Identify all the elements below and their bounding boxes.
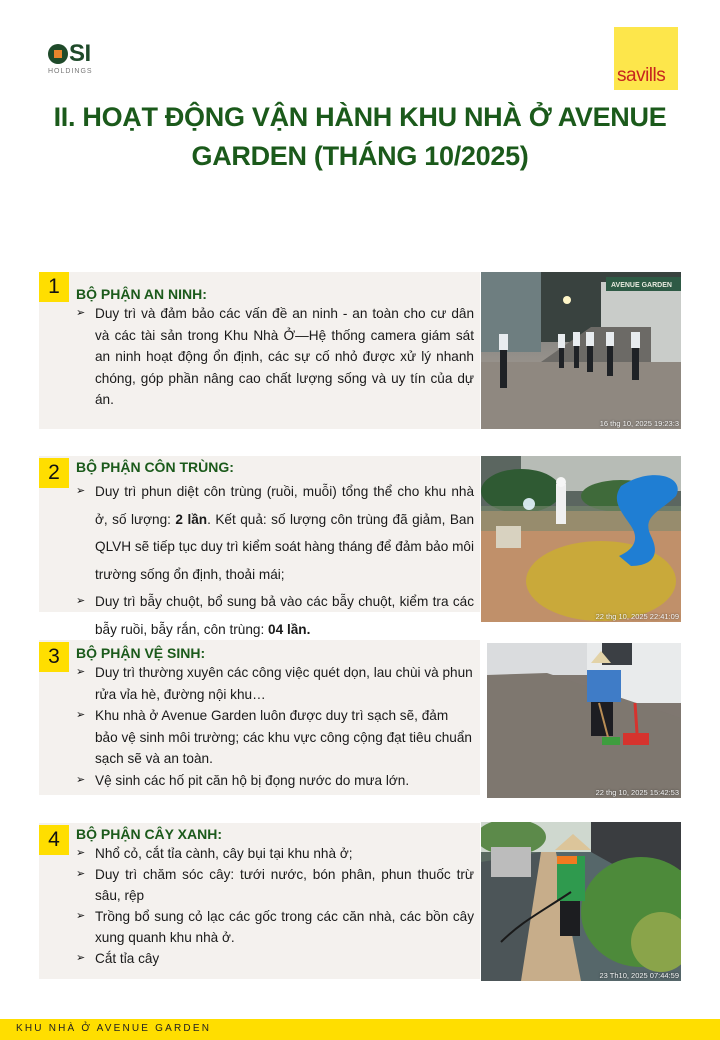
photo-timestamp: 16 thg 10, 2025 19:23:3: [599, 419, 679, 428]
section-pest-control: [39, 456, 480, 637]
photo-timestamp: 22 thg 10, 2025 15:42:53: [595, 788, 679, 797]
bullet-item: ➢ Duy trì thường xuyên các công việc quét dọn, lau chùi và phun rửa vỉa hè, đường nội khu…: [76, 662, 474, 705]
section-body: [76, 478, 474, 643]
section-heading: BỘ PHẬN VỆ SINH:: [76, 645, 206, 661]
osi-o-icon: [48, 44, 68, 64]
section-number-badge: 3: [39, 642, 69, 672]
bullet-item: ➢ Khu nhà ở Avenue Garden luôn được duy trì sạch sẽ, đảm bảo vệ sinh môi trường; các khu vực công cộng đạt tiêu chuẩn sạch sẽ và an toàn.: [76, 705, 474, 770]
section-body: [76, 843, 474, 969]
savills-logo-text: savills: [617, 65, 666, 86]
section-heading: BỘ PHẬN CÂY XANH:: [76, 826, 222, 842]
cleaning-scene-illustration: [487, 643, 681, 798]
footer-bar: [0, 1019, 720, 1040]
bullet-item: ➢ Vệ sinh các hố pit căn hộ bị đọng nước do mưa lớn.: [76, 770, 474, 792]
page-title: II. HOẠT ĐỘNG VẬN HÀNH KHU NHÀ Ở AVENUE GARDEN (THÁNG 10/2025): [53, 102, 667, 171]
photo-timestamp: 22 thg 10, 2025 22:41:09: [595, 612, 679, 621]
bullet-item: ➢ Cắt tỉa cây: [76, 948, 474, 969]
bullet-item: ➢ Nhổ cỏ, cắt tỉa cành, cây bụi tại khu nhà ở;: [76, 843, 474, 864]
bullet-item: ➢ Duy trì phun diệt côn trùng (ruồi, muỗi) tổng thể cho khu nhà ở, số lượng: 2 lần. Kết quả: số lượng côn trùng đã giảm, Ban QLVH sẽ tiếp tục duy trì kiểm soát hàng tháng để đảm bảo môi trường sống ổn định, thoải mái;: [76, 478, 474, 588]
svg-text:AVENUE GARDEN: AVENUE GARDEN: [611, 282, 672, 289]
bullet-item: ➢ Duy trì bẫy chuột, bổ sung bả vào các bẫy chuột, kiểm tra các bẫy ruồi, bẫy rắn, côn trùng: 04 lần.: [76, 588, 474, 643]
cleaner-sweeping-photo: [487, 643, 681, 798]
section-number-badge: 4: [39, 825, 69, 855]
savills-logo: [614, 27, 678, 90]
bullet-item: ➢ Duy trì và đảm bảo các vấn đề an ninh - an toàn cho cư dân và các tài sản trong Khu Nhà Ở—Hệ thống camera giám sát an ninh hoạt động ổn định, các sự cố nhỏ được xử lý nhanh chóng, góp phần nâng cao chất lượng sống và uy tín của dự án.: [76, 303, 474, 411]
bullet-item: ➢ Duy trì chăm sóc cây: tưới nước, bón phân, phun thuốc trừ sâu, rệp: [76, 864, 474, 906]
gardening-scene-illustration: [481, 822, 681, 981]
gardener-watering-photo: [481, 822, 681, 981]
section-body: [76, 303, 474, 411]
section-cleaning: [39, 640, 480, 795]
playground-fogging-photo: [481, 456, 681, 622]
section-number-badge: 2: [39, 458, 69, 488]
photo-timestamp: 23 Th10, 2025 07:44:59: [599, 971, 679, 980]
security-team-briefing-photo: [481, 272, 681, 429]
section-security: [39, 272, 480, 429]
section-heading: BỘ PHẬN AN NINH:: [76, 286, 207, 302]
security-scene-illustration: [481, 272, 681, 429]
bullet-item: ➢ Trồng bổ sung cỏ lạc các gốc trong các căn nhà, các bồn cây xung quanh khu nhà ở.: [76, 906, 474, 948]
footer-text: KHU NHÀ Ở AVENUE GARDEN: [16, 1023, 212, 1034]
playground-scene-illustration: [481, 456, 681, 622]
section-greenery: [39, 823, 480, 979]
section-heading: BỘ PHẬN CÔN TRÙNG:: [76, 459, 234, 475]
section-body: [76, 662, 474, 791]
section-number-badge: 1: [39, 272, 69, 302]
osi-holdings-subtext: HOLDINGS: [48, 68, 93, 75]
osi-holdings-logo: SI HOLDINGS: [48, 42, 108, 82]
